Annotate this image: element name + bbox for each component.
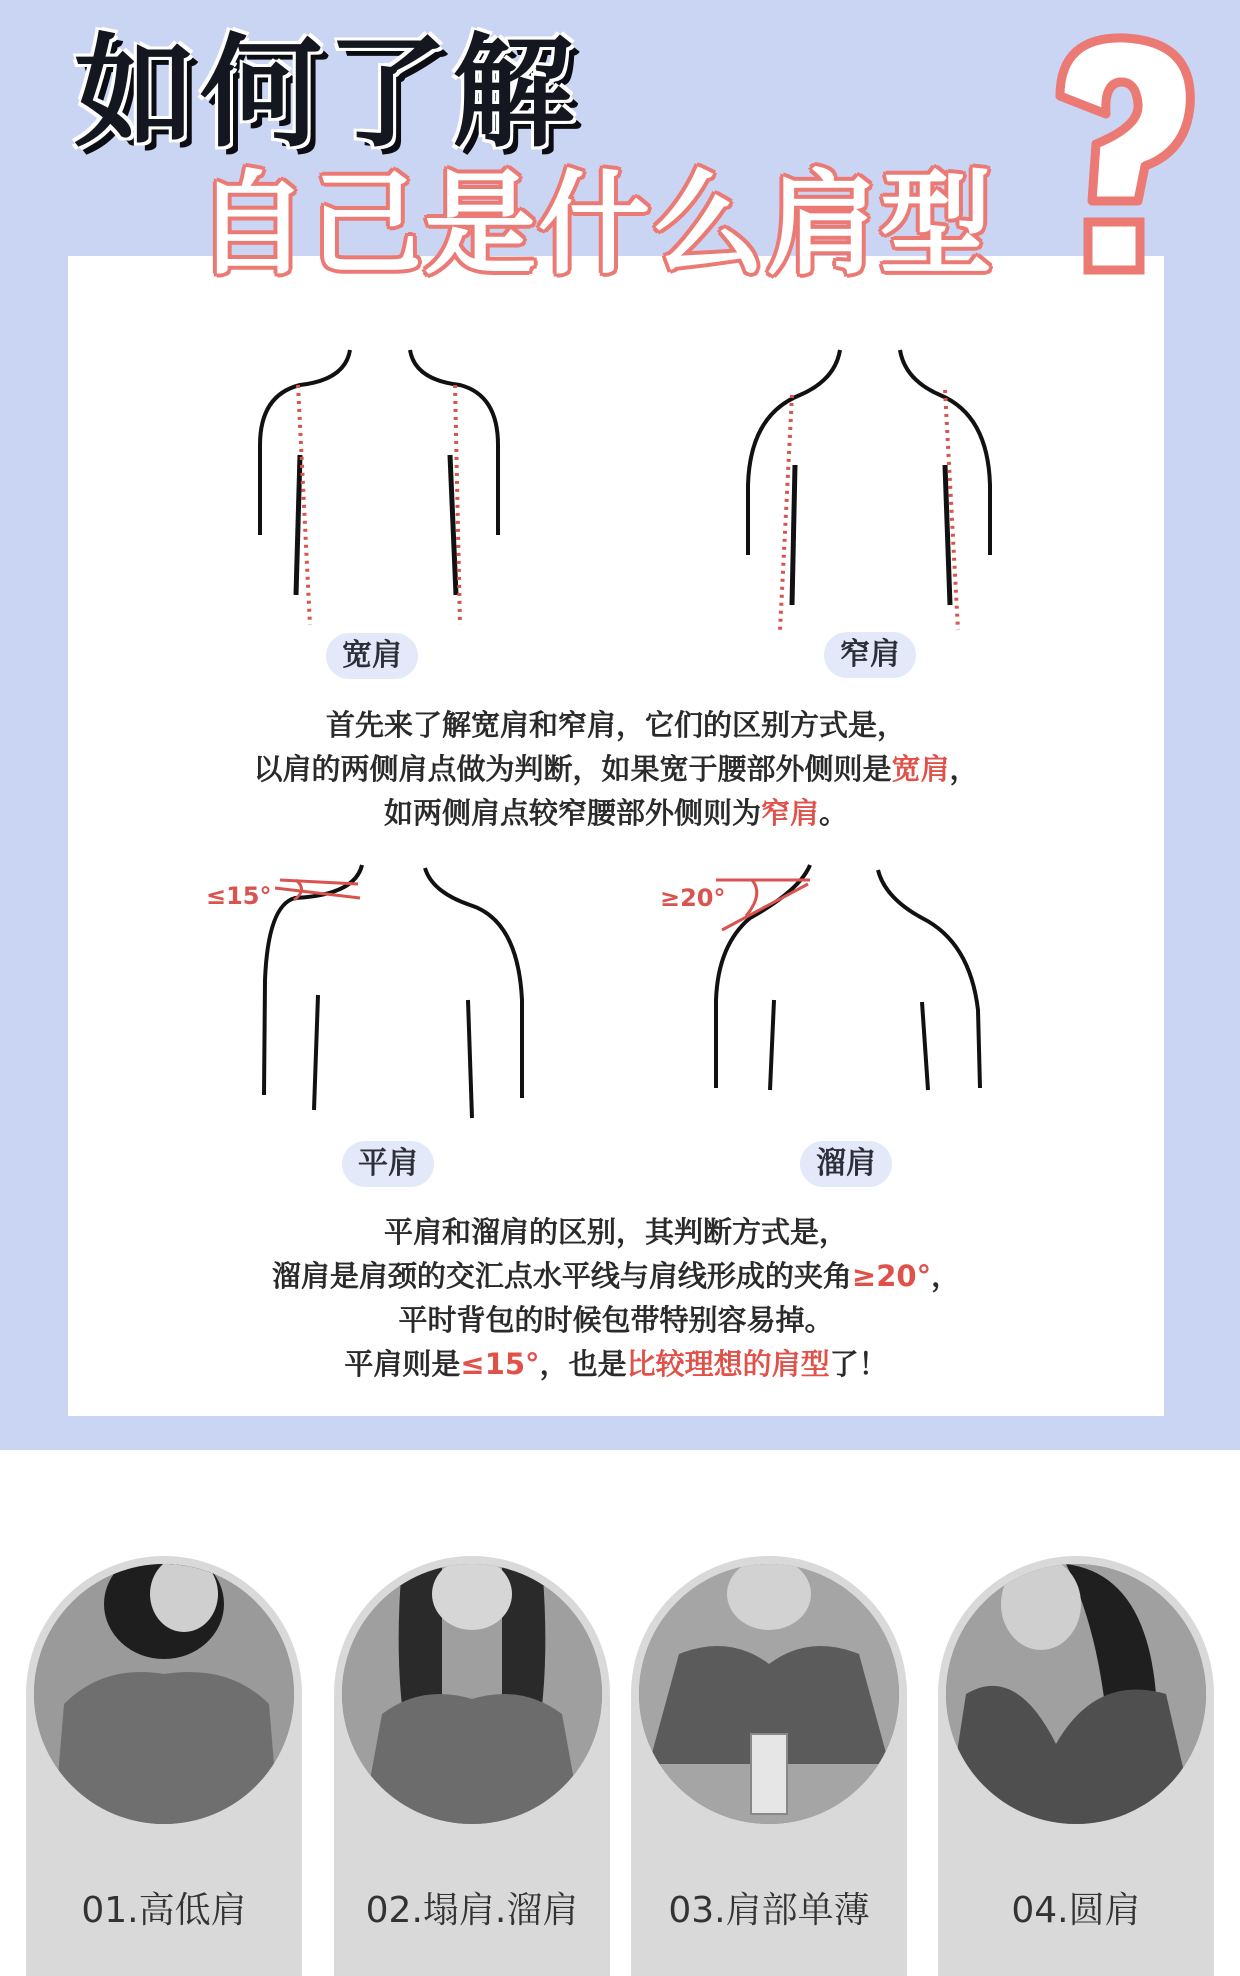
highlight-text: ≥20° — [851, 1259, 932, 1293]
explanation-line: 首先来了解宽肩和窄肩，它们的区别方式是， — [325, 708, 906, 742]
question-mark-icon — [1030, 26, 1210, 296]
card-caption: 02.塌肩.溜肩 — [365, 1890, 579, 1931]
angle-label-sloped: ≥20° — [660, 884, 726, 912]
explanation-line: 平时背包的时候包带特别容易掉。 — [398, 1303, 834, 1337]
text-segment: 了！ — [829, 1347, 888, 1381]
wide-shoulder-figure — [250, 345, 510, 635]
explanation-line — [68, 1342, 1164, 1386]
highlight-text: 宽肩 — [891, 752, 950, 786]
highlight-text: 窄肩 — [760, 796, 819, 830]
photo-woman-sloped-shoulders — [342, 1564, 602, 1824]
label-wide-shoulder: 宽肩 — [326, 633, 418, 679]
shoulder-type-card-2 — [334, 1556, 610, 1976]
flat-sloped-explanation — [68, 1210, 1164, 1386]
narrow-shoulder-figure — [740, 345, 1000, 635]
sloped-shoulder-figure — [660, 860, 1000, 1130]
flat-shoulder-figure — [200, 860, 540, 1130]
explanation-line — [68, 1254, 1164, 1298]
text-segment: 溜肩是肩颈的交汇点水平线与肩线形成的夹角 — [271, 1259, 852, 1293]
label-flat-shoulder: 平肩 — [342, 1141, 434, 1187]
label-sloped-shoulder: 溜肩 — [800, 1141, 892, 1187]
photo-woman-uneven-shoulders — [34, 1564, 294, 1824]
photo-woman-thin-shoulders — [639, 1564, 899, 1824]
title-line-2: 自己是什么肩型 — [196, 160, 994, 290]
title-line-1: 如何了解 — [74, 22, 578, 164]
highlight-text: ≤15° — [460, 1347, 540, 1381]
angle-label-flat: ≤15° — [206, 882, 272, 910]
explanation-line — [68, 791, 1164, 835]
shoulder-type-card-3 — [631, 1556, 907, 1976]
text-segment: ，也是 — [539, 1347, 627, 1381]
text-segment: ， — [949, 752, 979, 786]
text-segment: 如两侧肩点较窄腰部外侧则为 — [383, 796, 761, 830]
wide-narrow-explanation — [68, 703, 1164, 835]
text-segment: 以肩的两侧肩点做为判断，如果宽于腰部外侧则是 — [253, 752, 892, 786]
shoulder-type-card-4 — [938, 1556, 1214, 1976]
explanation-line: 平肩和溜肩的区别，其判断方式是， — [383, 1215, 848, 1249]
highlight-text: 比较理想的肩型 — [626, 1347, 830, 1381]
card-caption: 04.圆肩 — [1011, 1890, 1141, 1931]
text-segment: 平肩则是 — [344, 1347, 461, 1381]
text-segment: ， — [931, 1259, 961, 1293]
shoulder-type-card-1 — [26, 1556, 302, 1976]
text-segment: 。 — [819, 796, 849, 830]
label-narrow-shoulder: 窄肩 — [824, 632, 916, 678]
card-caption: 03.肩部单薄 — [668, 1890, 870, 1931]
photo-woman-rounded-shoulders — [946, 1564, 1206, 1824]
explanation-line — [68, 747, 1164, 791]
card-caption: 01.高低肩 — [81, 1890, 247, 1931]
